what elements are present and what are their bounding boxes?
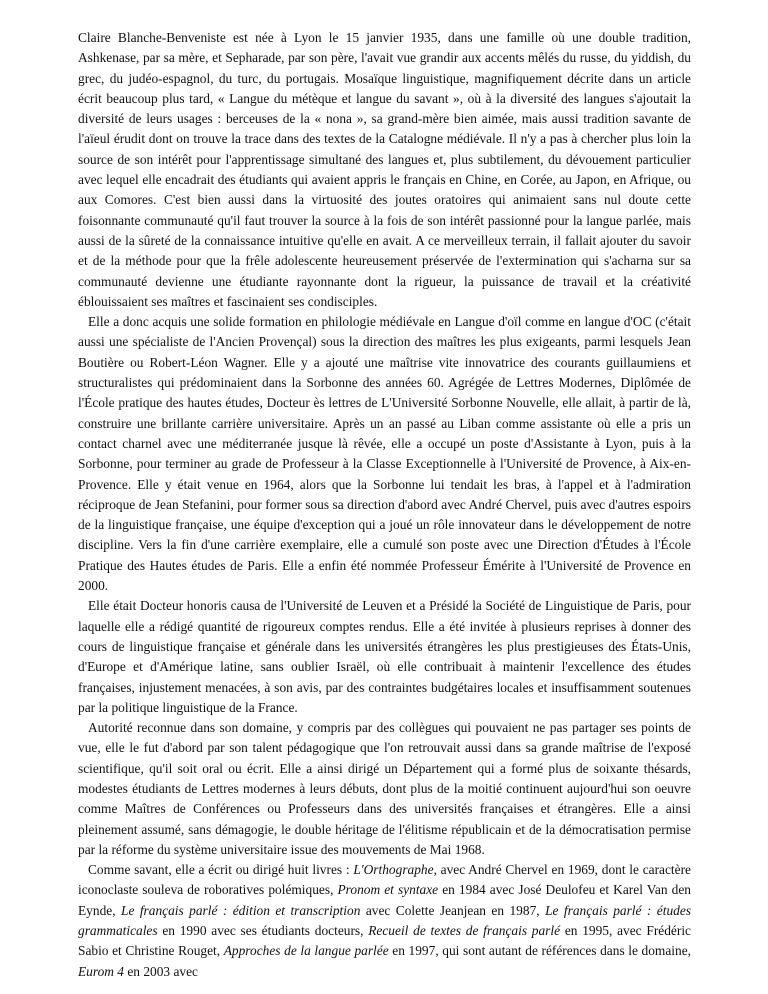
book-title: Pronom et syntaxe xyxy=(337,882,439,898)
paragraph-text: Elle était Docteur honoris causa de l'Université de Leuven et a Présidé la Société de Linguistique de Paris, pour laquelle elle a rédigé quantité de rigoureux comptes rendus. Elle a été invitée à plusieurs reprises à donner des cours de linguistique française et générale dans les universités étrangères les plus prestigieuses des États-Unis, d'Europe et d'Amérique latine, sans oublier Israël, où elle contribuait à maintenir l'excellence des études françaises, injustement menacées, à son avis, par des contraintes budgétaires locales et insuffisamment soutenues par la politique linguistique de la France. xyxy=(78,598,691,715)
paragraph-text: en 2003 avec xyxy=(124,963,198,979)
document-body xyxy=(78,28,691,982)
paragraph-text: en 1995, avec Frédéric Sabio et Christine Rouget, xyxy=(78,923,691,959)
paragraph-text: Claire Blanche-Benveniste est née à Lyon le 15 janvier 1935, dans une famille où une double tradition, Ashkenase, par sa mère, et Sepharade, par son père, l'avait vue grandir aux accents mêlés du russe, du yiddish, du grec, du judéo-espagnol, du turc, du portugais. Mosaïque linguistique, magnifiquement décrite dans un article écrit beaucoup plus tard, « Langue du métèque et langue du savant », où à la diversité des langues s'ajoutait la diversité de leurs usages : berceuses de la « nona », sa grand-mère bien aimée, mais aussi tradition savante de l'aïeul érudit dont on trouve la trace dans des textes de la Catalogne médiévale. Il n'y a pas à chercher plus loin la source de son intérêt pour l'apprentissage simultané des langues et, plus subtilement, du dévouement particulier avec lequel elle encadrait des étudiants qui avaient appris le français en Chine, en Corée, au Japon, en Afrique, ou aux Comores. C'est bien aussi dans la virtuosité des joutes oratoires qui animaient sans nul doute cette foisonnante communauté qu'il faut trouver la source à la fois de son intérêt passionné pour la langue parlée, mais aussi de la sûreté de la connaissance intuitive qu'elle en avait. A ce merveilleux terrain, il fallait ajouter du savoir et de la méthode pour que la frêle adolescente heureusement préservée de l'extermination qui s'acharna sur sa communauté devienne une étudiante rayonnante dont la rigueur, la puissance de travail et la créativité éblouissaient ses maîtres et fascinaient ses condisciples. xyxy=(78,30,691,309)
paragraph-text: Autorité reconnue dans son domaine, y compris par des collègues qui pouvaient ne pas partager ses points de vue, elle le fut d'abord par son talent pédagogique que l'on retrouvait aussi dans sa grande maîtrise de l'exposé scientifique, qu'il soit oral ou écrit. Elle a ainsi dirigé un Département qui a formé plus de soixante thésards, modestes étudiants de Lettres modernes à leurs débuts, dont plus de la moitié continuent aujourd'hui son oeuvre comme Maîtres de Conférences ou Professeurs dans des universités françaises et étrangères. Elle a ainsi pleinement assumé, sans démagogie, le double héritage de l'élitisme républicain et de la démocratisation permise par la réforme du système universitaire issue des mouvements de Mai 1968. xyxy=(78,720,691,857)
paragraph-3 xyxy=(78,596,691,718)
paragraph-text: Comme savant, elle a écrit ou dirigé huit livres : xyxy=(88,862,354,878)
book-title: Recueil de textes de français parlé xyxy=(368,923,561,939)
paragraph-text: en 1997, qui sont autant de références dans le domaine, xyxy=(388,943,692,959)
book-title: Le français parlé : édition et transcription xyxy=(121,902,361,918)
book-title: Approches de la langue parlée xyxy=(223,943,389,959)
book-title: L'Orthographe xyxy=(353,862,434,878)
paragraph-text: avec Colette Jeanjean en 1987, xyxy=(360,902,546,918)
paragraph-text: , avec André Chervel en 1969, dont le caractère iconoclaste souleva de roboratives polémiques, xyxy=(78,862,691,898)
paragraph-text: Elle a donc acquis une solide formation en philologie médiévale en Langue d'oïl comme en langue d'OC (c'était aussi une spécialiste de l'Ancien Provençal) sous la direction des maîtres les plus exigeants, parmi lesquels Jean Boutière ou Robert-Léon Wagner. Elle y a ajouté une maîtrise vite innovatrice des courants guillaumiens et structuralistes qui prédominaient dans la Sorbonne des années 60. Agrégée de Lettres Modernes, Diplômée de l'École pratique des hautes études, Docteur ès lettres de L'Université Sorbonne Nouvelle, elle allait, à partir de là, construire une brillante carrière universitaire. Après un an passé au Liban comme assistante où elle a pris un contact charnel avec une méditerranée jusque là rêvée, elle a occupé un poste d'Assistante à Lyon, puis à la Sorbonne, pour terminer au grade de Professeur à la Classe Exceptionnelle à l'Université de Provence, à Aix-en-Provence. Elle y était venue en 1964, alors que la Sorbonne lui tendait les bras, à l'appel et à l'admiration réciproque de Jean Stefanini, pour former sous sa direction d'abord avec André Chervel, puis avec d'autres espoirs de la linguistique française, une équipe d'exception qui a joué un rôle innovateur dans le développement de notre discipline. Vers la fin d'une carrière exemplaire, elle a cumulé son poste avec une Direction d'Études à l'École Pratique des Hautes études de Paris. Elle a enfin été nommée Professeur Émérite à l'Université de Provence en 2000. xyxy=(78,314,691,594)
book-title: Le français parlé : études grammaticales xyxy=(78,902,692,939)
book-title: Eurom 4 xyxy=(78,963,124,979)
paragraph-2 xyxy=(78,312,691,596)
paragraph-text: en 1984 avec José Deulofeu et Karel Van den Eynde, xyxy=(78,882,691,918)
paragraph-1 xyxy=(78,28,691,312)
paragraph-4 xyxy=(78,718,691,860)
paragraph-text: en 1990 avec ses étudiants docteurs, xyxy=(157,923,369,939)
paragraph-5 xyxy=(78,860,691,982)
